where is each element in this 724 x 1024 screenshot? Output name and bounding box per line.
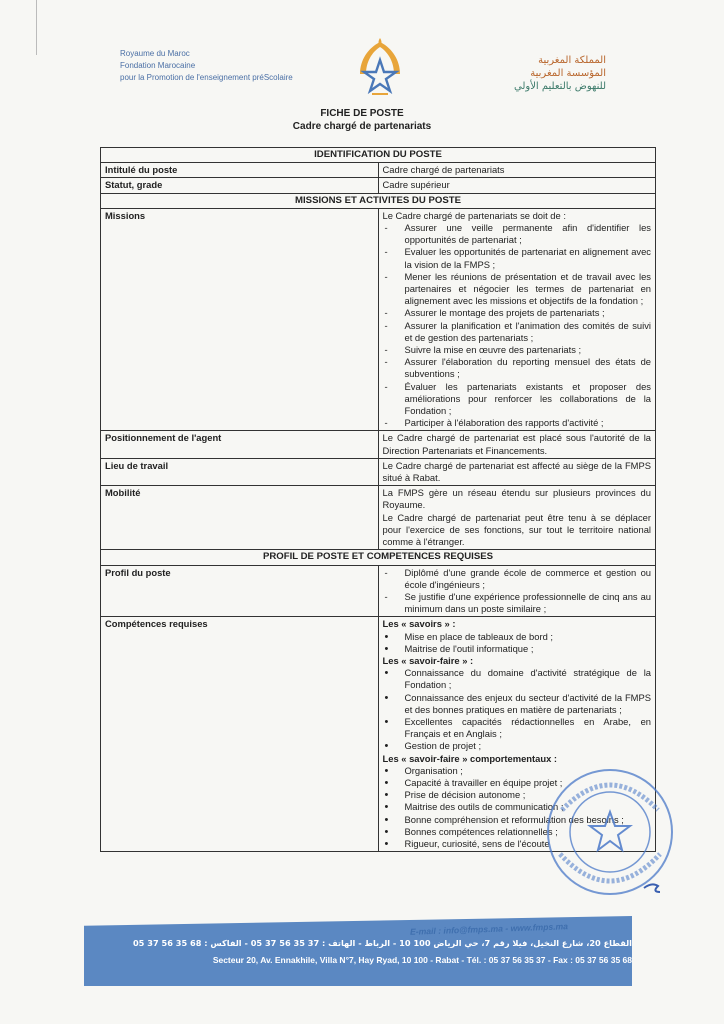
list-item: • Capacité à travailler en équipe projet ; xyxy=(383,777,652,789)
list-item: - Se justifie d'une expérience professionnelle de cinq ans au minimum dans un poste similaire ; xyxy=(383,591,652,615)
list-item: • Rigueur, curiosité, sens de l'écoute xyxy=(383,838,652,850)
list-item: • Bonne compréhension et reformulation des besoins ; xyxy=(383,814,652,826)
list-item: - Evaluer les opportunités de partenariat en alignement avec la vision de la FMPS ; xyxy=(383,246,652,270)
table-row xyxy=(101,208,656,431)
list-item: - Assurer une veille permanente afin d'identifier les opportunités de partenariat ; xyxy=(383,222,652,246)
header-right-line: المملكة المغربية xyxy=(538,55,606,66)
document-title: FICHE DE POSTE xyxy=(320,108,404,119)
list-item: • Prise de décision autonome ; xyxy=(383,789,652,801)
header-left xyxy=(120,48,293,84)
list-item: - Diplômé d'une grande école de commerce et gestion ou école d'ingénieurs ; xyxy=(383,567,652,591)
section-header-row xyxy=(101,193,656,208)
value-profil xyxy=(378,565,656,617)
list-item: - Mener les réunions de présentation et de travail avec les partenaires et négocier les termes de partenariat en alignement avec les missions et objectifs de la fondation ; xyxy=(383,271,652,308)
savoirs-heading: Les « savoirs » : xyxy=(382,618,456,630)
list-item: • Mise en place de tableaux de bord ; xyxy=(383,631,652,643)
value-statut: Cadre supérieur xyxy=(378,178,656,193)
table-row xyxy=(101,163,656,178)
header-right-line: للنهوض بالتعليم الأولي xyxy=(514,81,606,92)
section-profil: PROFIL DE POSTE ET COMPETENCES REQUISES xyxy=(101,550,656,565)
star-logo-icon xyxy=(350,38,410,100)
label-lieu: Lieu de travail xyxy=(101,458,379,485)
header-left-line: Royaume du Maroc xyxy=(120,49,190,58)
list-item: • Bonnes compétences relationnelles ; xyxy=(383,826,652,838)
profil-list xyxy=(383,567,652,616)
value-positionnement: Le Cadre chargé de partenariat est placé sous l'autorité de la Direction Partenariats et Financements. xyxy=(378,431,656,458)
header-right-line: المؤسسة المغربية xyxy=(530,68,606,79)
table-row xyxy=(101,458,656,485)
label-profil: Profil du poste xyxy=(101,565,379,617)
list-item: - Évaluer les partenariats existants et proposer des améliorations pour renforcer les collaborations de la Fondation ; xyxy=(383,381,652,418)
value-lieu: Le Cadre chargé de partenariat est affecté au siège de la FMPS situé à Rabat. xyxy=(378,458,656,485)
comportementaux-heading: Les « savoir-faire » comportementaux : xyxy=(382,752,558,764)
star-seal-icon xyxy=(540,762,680,902)
footer-email: E-mail : info@fmps.ma - www.fmps.ma xyxy=(409,921,569,937)
table-row xyxy=(101,565,656,617)
list-item: - Participer à l'élaboration des rapports d'activité ; xyxy=(383,417,652,429)
list-item: • Gestion de projet ; xyxy=(383,740,652,752)
label-competences: Compétences requises xyxy=(101,617,379,852)
section-missions: MISSIONS ET ACTIVITES DU POSTE xyxy=(101,193,656,208)
list-item: • Connaissance des enjeux du secteur d'activité de la FMPS et des bonnes pratiques en matière de partenariats ; xyxy=(383,692,652,716)
savoir-faire-list xyxy=(383,667,652,752)
label-missions: Missions xyxy=(101,208,379,431)
savoir-faire-heading: Les « savoir-faire » : xyxy=(382,654,474,666)
section-identification: IDENTIFICATION DU POSTE xyxy=(101,148,656,163)
savoirs-list xyxy=(383,631,652,655)
list-item: • Organisation ; xyxy=(383,765,652,777)
missions-list xyxy=(383,222,652,429)
footer-address-arabic: القطاع 20، شارع النخيل، فيلا رقم 7، حي الرياض 100 10 - الرباط - الهاتف : 37 35 56 37 05 - الفاكس : 68 35 56 37 05 xyxy=(132,938,632,948)
list-item: - Assurer la planification et l'animation des comités de suivi et de gestion des partenariats ; xyxy=(383,320,652,344)
table-row xyxy=(101,431,656,458)
label-positionnement: Positionnement de l'agent xyxy=(101,431,379,458)
list-item: - Assurer le montage des projets de partenariats ; xyxy=(383,307,652,319)
header-left-line: pour la Promotion de l'enseignement préScolaire xyxy=(120,73,293,82)
missions-intro: Le Cadre chargé de partenariats se doit de : xyxy=(382,209,566,221)
list-item: - Suivre la mise en œuvre des partenariats ; xyxy=(383,344,652,356)
table-row xyxy=(101,178,656,193)
mobilite-line: Le Cadre chargé de partenariat peut être tenu à se déplacer pour l'exercice de ses fonctions, sur tout le territoire national comme à l'étranger. xyxy=(382,511,651,548)
table-row xyxy=(101,486,656,550)
value-intitule: Cadre chargé de partenariats xyxy=(378,163,656,178)
label-statut: Statut, grade xyxy=(101,178,379,193)
label-mobilite: Mobilité xyxy=(101,486,379,550)
header-right xyxy=(514,54,606,93)
value-mobilite xyxy=(378,486,656,550)
footer-address-french: Secteur 20, Av. Ennakhile, Villa N°7, Hay Ryad, 10 100 - Rabat - Tél. : 05 37 56 35 37 - Fax : 05 37 56 35 68 xyxy=(212,955,632,965)
document-subtitle: Cadre chargé de partenariats xyxy=(292,121,432,132)
value-missions xyxy=(378,208,656,431)
list-item: • Connaissance du domaine d'activité stratégique de la Fondation ; xyxy=(383,667,652,691)
margin-line xyxy=(36,0,37,55)
job-description-table xyxy=(100,147,656,852)
header-left-line: Fondation Marocaine xyxy=(120,61,196,70)
list-item: • Maitrise de l'outil informatique ; xyxy=(383,643,652,655)
section-header-row xyxy=(101,550,656,565)
list-item: - Assurer l'élaboration du reporting mensuel des états de subventions ; xyxy=(383,356,652,380)
list-item: • Excellentes capacités rédactionnelles en Arabe, en Français et en Anglais ; xyxy=(383,716,652,740)
mobilite-line: La FMPS gère un réseau étendu sur plusieurs provinces du Royaume. xyxy=(382,487,651,511)
label-intitule: Intitulé du poste xyxy=(101,163,379,178)
section-header-row xyxy=(101,148,656,163)
list-item: • Maitrise des outils de communication ; xyxy=(383,801,652,813)
